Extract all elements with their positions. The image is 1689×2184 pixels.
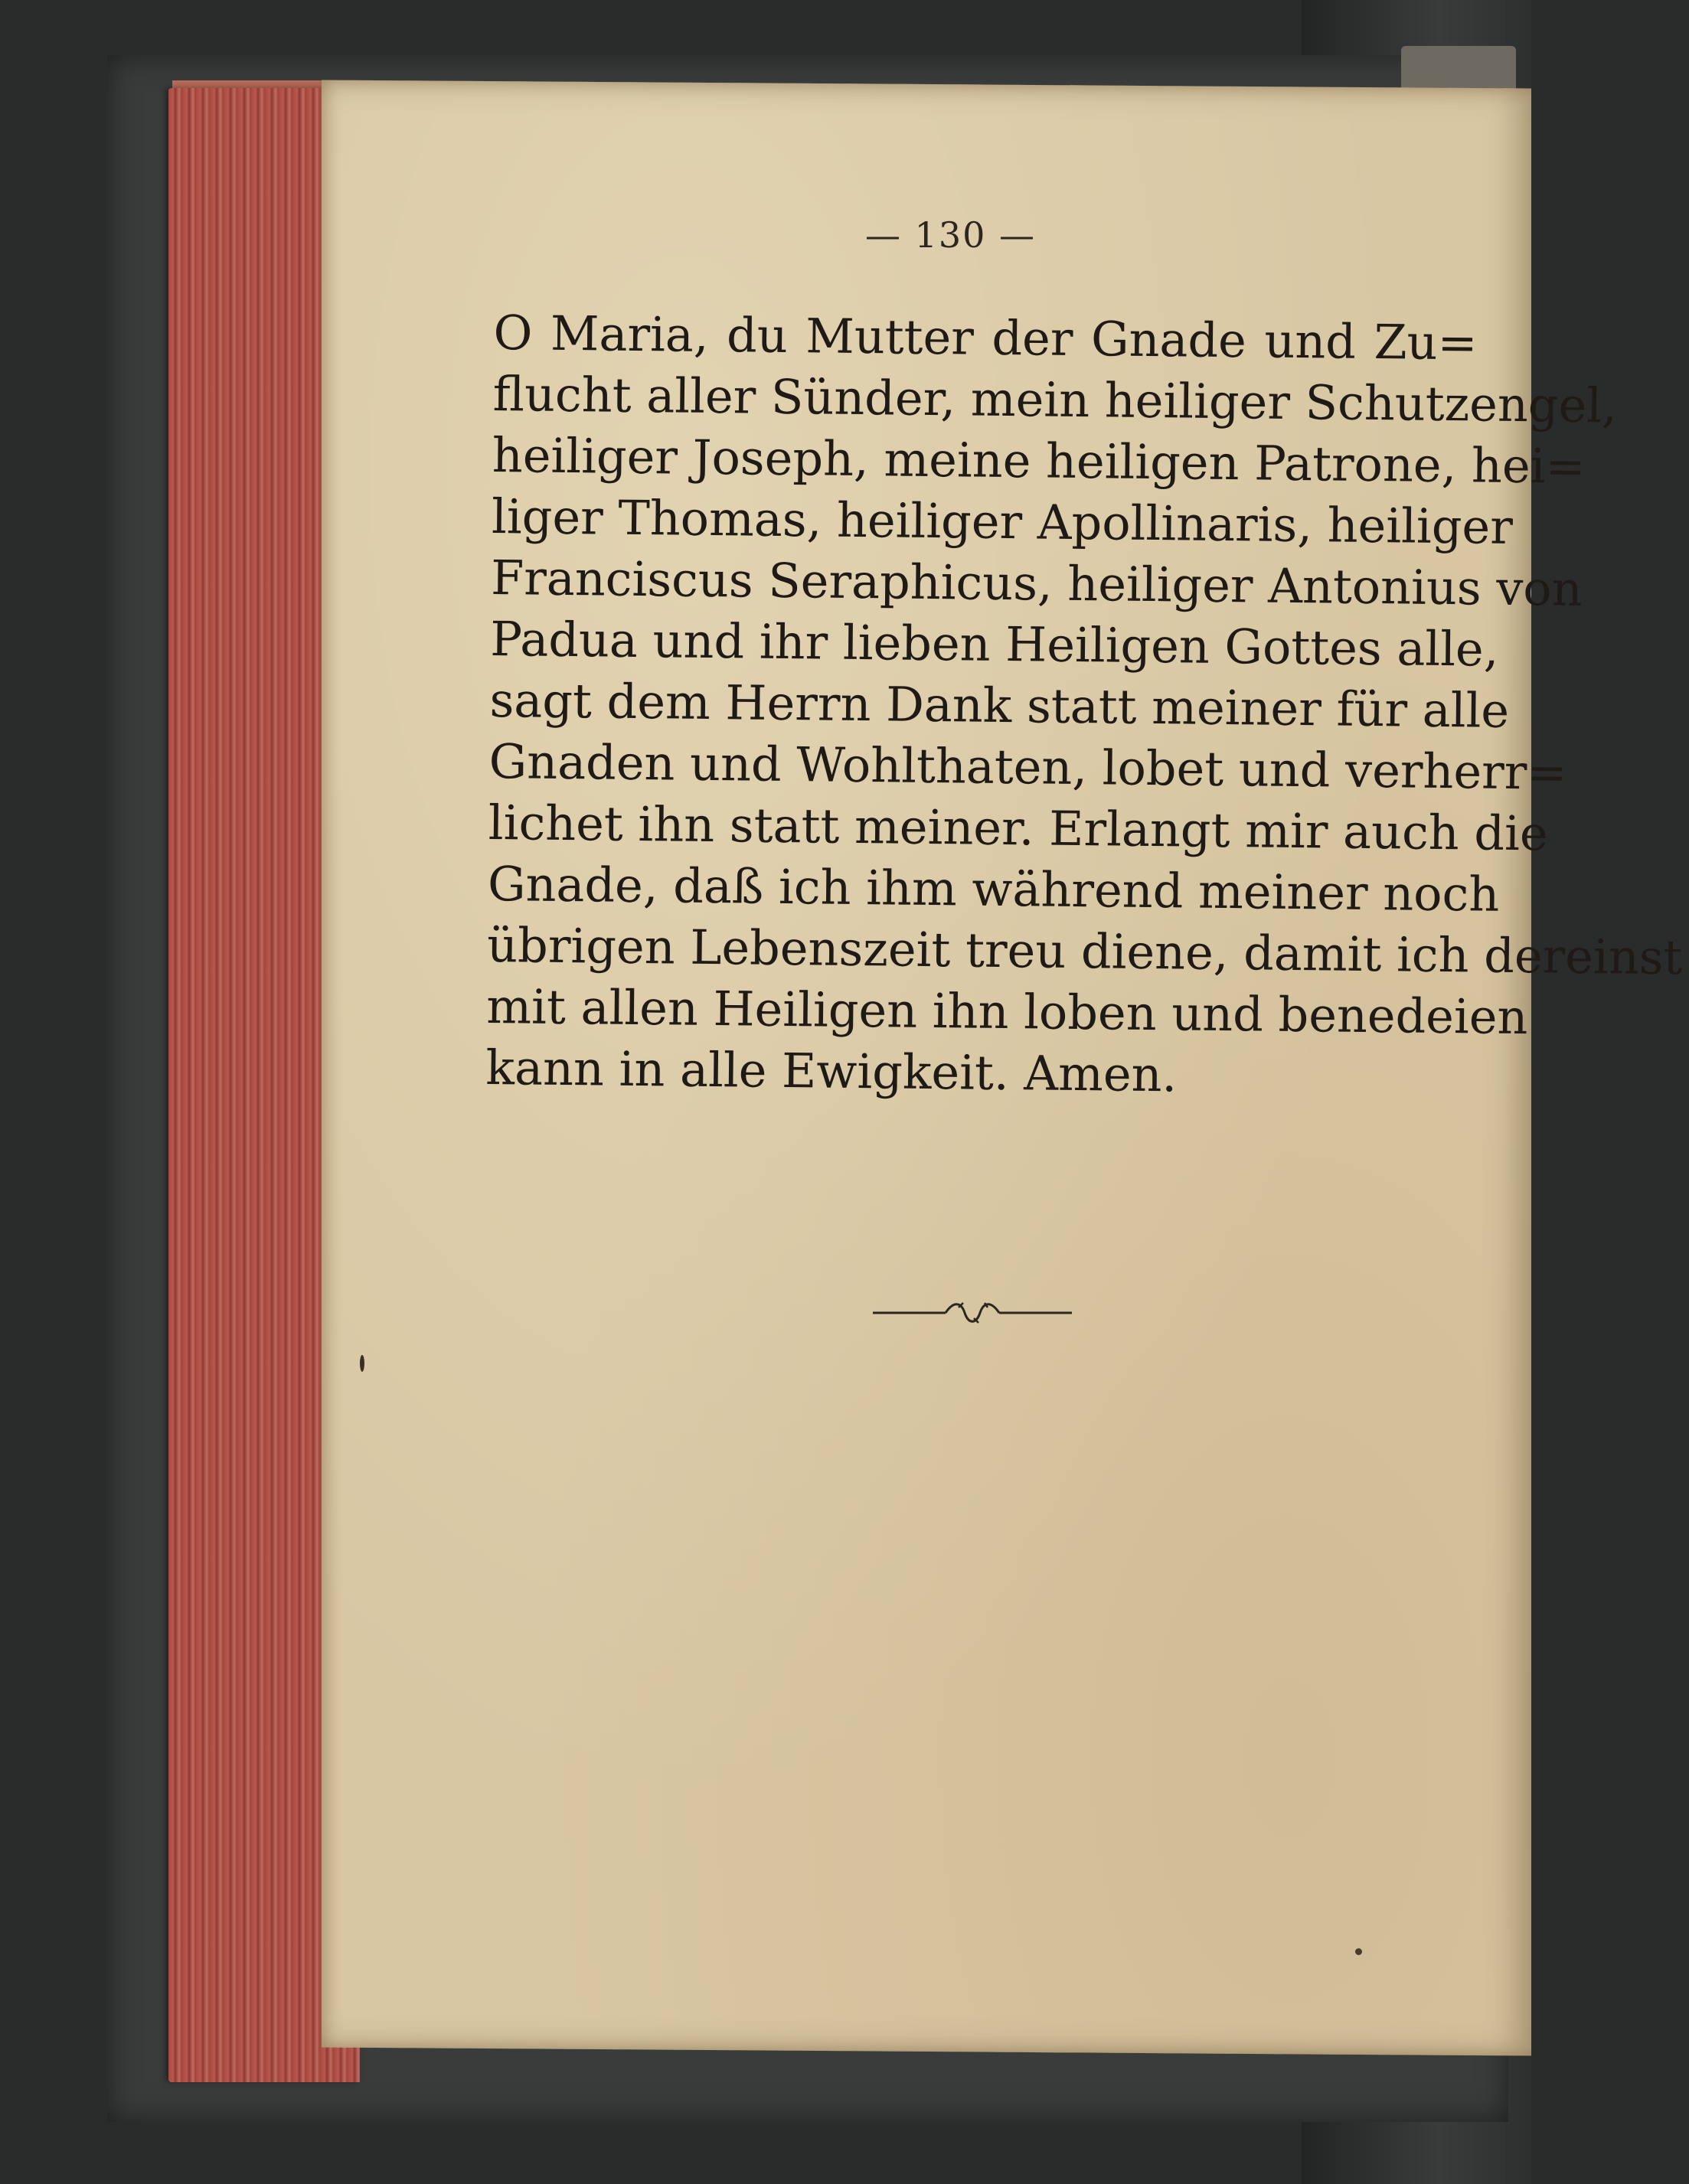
- paper-speck: [1355, 1948, 1362, 1955]
- text-line: flucht aller Sünder, mein heiliger Schutzengel,: [492, 365, 1618, 434]
- vine-divider-icon: [873, 1294, 1072, 1332]
- text-line: liger Thomas, heiliger Apollinaris, heiliger: [491, 488, 1514, 555]
- paper-speck: [360, 1355, 364, 1372]
- text-line: heiliger Joseph, meine heiligen Patrone, hei=: [492, 426, 1586, 495]
- text-line: Gnaden und Wohlthaten, lobet und verherr=: [488, 733, 1567, 801]
- page-number: — 130 —: [865, 214, 1037, 256]
- text-line: O Maria, du Mutter der Gnade und Zu=: [493, 304, 1478, 371]
- prayer-text: [485, 302, 1683, 1108]
- text-line: übrigen Lebenszeit treu diene, damit ich dereinst: [486, 916, 1683, 986]
- text-line: sagt dem Herrn Dank statt meiner für alle: [489, 671, 1510, 739]
- text-line: mit allen Heiligen ihn loben und benedeien: [485, 978, 1528, 1046]
- text-line: kann in alle Ewigkeit. Amen.: [485, 1039, 1178, 1103]
- text-line: Franciscus Seraphicus, heiliger Antonius von: [490, 549, 1583, 617]
- text-line: lichet ihn statt meiner. Erlangt mir auch die: [488, 794, 1549, 862]
- text-line: Padua und ihr lieben Heiligen Gottes alle,: [490, 610, 1499, 677]
- text-line: Gnade, daß ich ihm während meiner noch: [487, 855, 1500, 922]
